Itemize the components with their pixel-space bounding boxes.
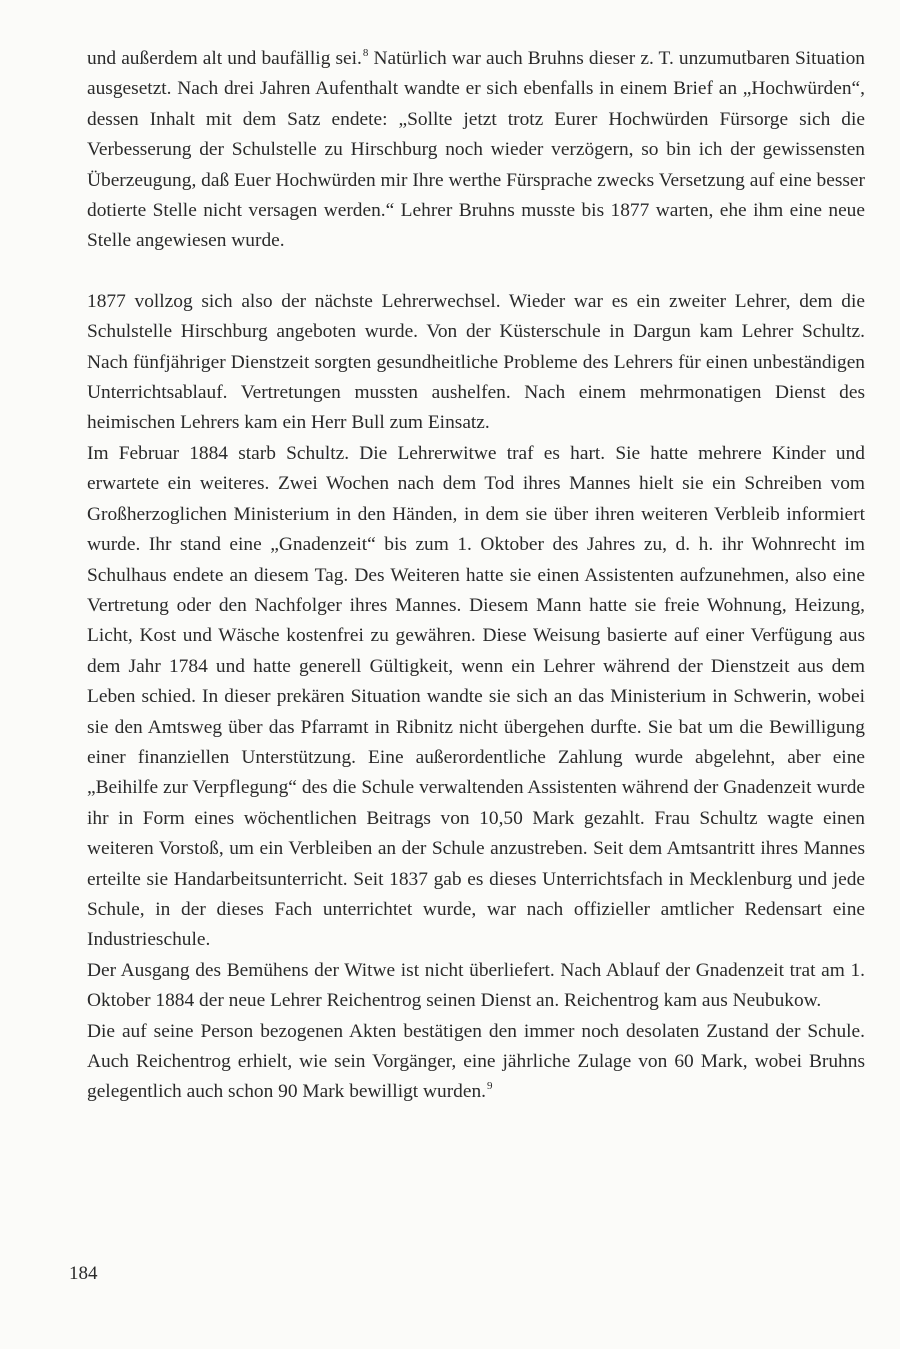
paragraph-1-text: und außerdem alt und baufällig sei. [87, 48, 362, 69]
page-body [87, 44, 865, 1108]
paragraph-5-text: Die auf seine Person bezogenen Akten bestätigen den immer noch desolaten Zustand der Schule. Auch Reichentrog erhielt, wie sein Vorgänger, eine jährliche Zulage von 60 Mark, wobei Bruhns gelegentlich auch schon 90 Mark bewilligt wurden. [87, 1020, 865, 1103]
footnote-ref-8[interactable]: 8 [362, 47, 369, 59]
paragraph-3: Im Februar 1884 starb Schultz. Die Lehrerwitwe traf es hart. Sie hatte mehrere Kinder und erwartete ein weiteres. Zwei Wochen nach dem Tod ihres Mannes hielt sie ein Schreiben vom Großherzoglichen Ministerium in den Händen, in dem sie über ihren weiteren Verbleib informiert wurde. Ihr stand eine „Gnadenzeit“ bis zum 1. Oktober des Jahres zu, d. h. ihr Wohnrecht im Schulhaus endete an diesem Tag. Des Weiteren hatte sie einen Assistenten aufzunehmen, also eine Vertretung oder den Nachfolger ihres Mannes. Diesem Mann hatte sie freie Wohnung, Heizung, Licht, Kost und Wäsche kostenfrei zu gewähren. Diese Weisung basierte auf einer Verfügung aus dem Jahr 1784 und hatte generell Gültigkeit, wenn ein Lehrer während der Dienstzeit aus dem Leben schied. In dieser prekären Situation wandte sie sich an das Ministerium in Schwerin, wobei sie den Amtsweg über das Pfarramt in Ribnitz nicht übergehen durfte. Sie bat um die Bewilligung einer finanziellen Unterstützung. Eine außerordentliche Zahlung wurde abgelehnt, aber eine „Beihilfe zur Verpflegung“ des die Schule verwaltenden Assistenten während der Gnadenzeit wurde ihr in Form eines wöchentlichen Beitrags von 10,50 Mark gezahlt. Frau Schultz wagte einen weiteren Vorstoß, um ein Verbleiben an der Schule anzustreben. Seit dem Amtsantritt ihres Mannes erteilte sie Handarbeitsunterricht. Seit 1837 gab es dieses Unterrichtsfach in Mecklenburg und jede Schule, in der dieses Fach unterrichtet wurde, war nach offizieller amtlicher Redensart eine Industrieschule. [87, 442, 865, 951]
paragraph-1 [87, 44, 865, 257]
paragraph-5 [87, 1017, 865, 1108]
paragraph-2: 1877 vollzog sich also der nächste Lehrerwechsel. Wieder war es ein zweiter Lehrer, dem die Schulstelle Hirschburg angeboten wurde. Von der Küsterschule in Dargun kam Lehrer Schultz. Nach fünfjähriger Dienstzeit sorgten gesundheitliche Probleme des Lehrers für einen unbeständigen Unterrichtsablauf. Vertretungen mussten aushelfen. Nach einem mehrmonatigen Dienst des heimischen Lehrers kam ein Herr Bull zum Einsatz. [87, 290, 865, 434]
paragraph-1-tail: Natürlich war auch Bruhns dieser z. T. unzumutbaren Situation ausgesetzt. Nach drei Jahren Aufenthalt wandte er sich ebenfalls in einem Brief an „Hochwürden“, dessen Inhalt mit dem Satz endete: „Sollte jetzt trotz Eurer Hochwürden Fürsorge sich die Verbesserung der Schulstelle zu Hirschburg noch wieder verzögern, so bin ich der gewissensten Überzeugung, daß Euer Hochwürden mir Ihre werthe Fürsprache zwecks Versetzung auf eine besser dotierte Stelle nicht versagen werden.“ Lehrer Bruhns musste bis 1877 warten, ehe ihm eine neue Stelle angewiesen wurde. [87, 48, 865, 252]
paragraph-gap [87, 257, 865, 287]
paragraph-4: Der Ausgang des Bemühens der Witwe ist nicht überliefert. Nach Ablauf der Gnadenzeit trat am 1. Oktober 1884 der neue Lehrer Reichentrog seinen Dienst an. Reichentrog kam aus Neubukow. [87, 959, 865, 1012]
page-number: 184 [69, 1263, 98, 1284]
footnote-ref-9[interactable]: 9 [487, 1080, 493, 1093]
